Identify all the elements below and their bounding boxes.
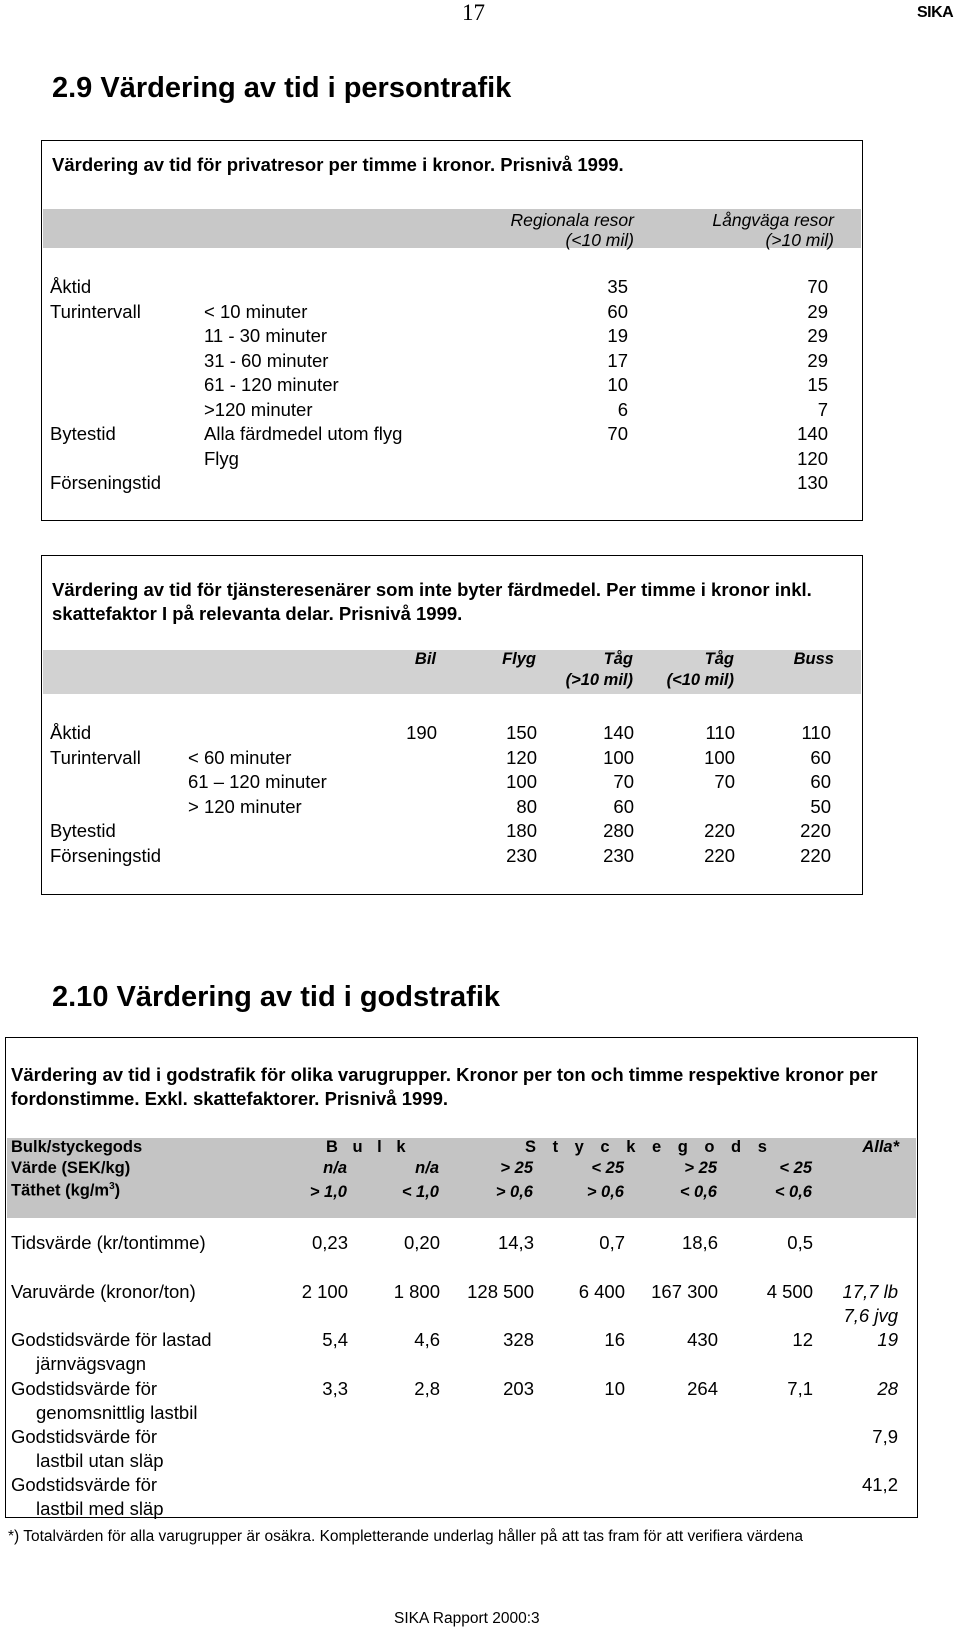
table-cell: 60 — [810, 746, 831, 768]
value-alla: 41,2 — [861, 1474, 898, 1495]
table-title: Värdering av tid för tjänsteresenärer som inte byter färdmedel. Per timme i kronor inkl. skattefaktor I på relevanta delar. Prisnivå 1999. — [52, 579, 812, 624]
row-label: Godstidsvärde för — [11, 1426, 158, 1447]
value-langvaga: 7 — [817, 398, 828, 420]
table-cell: 70 — [613, 771, 634, 792]
table-cell: 220 — [704, 844, 735, 866]
header-cell: n/a — [415, 1159, 439, 1177]
value-alla: 28 — [877, 1378, 898, 1399]
row-label: Tidsvärde (kr/tontimme) — [11, 1232, 206, 1253]
value-alla: 7,9 — [872, 1426, 898, 1447]
table-cell: 1 800 — [393, 1281, 440, 1302]
row-label: Turintervall — [50, 300, 141, 322]
value-regionala: 35 — [607, 276, 628, 297]
value-alla: 19 — [877, 1329, 898, 1350]
header-styckegods: S t y c k e g o d s — [525, 1138, 769, 1156]
row-sublabel: 61 – 120 minuter — [188, 771, 327, 792]
table-cell: 190 — [406, 722, 437, 743]
table-cell: 100 — [704, 746, 735, 768]
table-tjansteresor — [41, 555, 863, 895]
table-cell: 230 — [603, 844, 634, 866]
header-varde: Värde (SEK/kg) — [11, 1159, 131, 1177]
table-cell: 120 — [506, 746, 537, 768]
table-godstrafik — [5, 1037, 918, 1545]
table-header — [7, 1138, 916, 1218]
row-label-cont: lastbil utan släp — [36, 1450, 164, 1471]
col-subheader: (>10 mil) — [565, 671, 633, 689]
table-cell: 0,5 — [787, 1232, 813, 1253]
col-header-langvaga: Långväga resor — [712, 210, 834, 230]
row-sublabel: Alla färdmedel utom flyg — [204, 423, 403, 444]
row-sublabel: >120 minuter — [204, 398, 313, 420]
row-label: Godstidsvärde för — [11, 1378, 158, 1399]
section-heading-2-10: 2.10 Värdering av tid i godstrafik — [52, 981, 501, 1013]
table-privatresor — [41, 140, 863, 521]
header-cell: n/a — [323, 1159, 347, 1177]
header-bulk-styckegods: Bulk/styckegods — [11, 1138, 143, 1156]
header-tathet-sup: 3 — [109, 1181, 115, 1192]
header-cell: < 1,0 — [401, 1183, 439, 1201]
value-regionala: 60 — [607, 300, 628, 322]
table-cell: 328 — [503, 1329, 534, 1350]
col-header: Bil — [414, 650, 436, 668]
value-regionala: 10 — [607, 374, 628, 395]
header-cell: > 1,0 — [309, 1183, 347, 1201]
header-cell: < 25 — [779, 1159, 812, 1177]
row-label: Turintervall — [50, 746, 141, 768]
col-header: Buss — [793, 650, 834, 668]
value-regionala: 70 — [607, 423, 628, 444]
row-sublabel: < 10 minuter — [204, 300, 308, 322]
value-langvaga: 29 — [807, 349, 828, 371]
row-label-cont: järnvägsvagn — [36, 1353, 147, 1374]
table-cell: 12 — [792, 1329, 813, 1350]
table-cell: 100 — [506, 771, 537, 792]
table-cell: 100 — [603, 746, 634, 768]
table-cell: 3,3 — [322, 1378, 348, 1399]
table-cell: 203 — [503, 1378, 534, 1399]
table-cell: 2,8 — [414, 1378, 440, 1399]
table-cell: 7,1 — [787, 1378, 813, 1399]
value-langvaga: 120 — [797, 447, 828, 469]
row-sublabel: 11 - 30 minuter — [204, 325, 328, 346]
header-cell: > 0,6 — [495, 1183, 533, 1201]
col-header: Tåg — [704, 650, 734, 668]
col-header-langvaga-sub: (>10 mil) — [765, 230, 834, 250]
table-cell: 4 500 — [766, 1281, 813, 1302]
value-langvaga: 130 — [797, 472, 828, 493]
row-label: Bytestid — [50, 423, 116, 444]
table-cell: 60 — [613, 795, 634, 817]
table-cell: 430 — [687, 1329, 718, 1350]
table-cell: 220 — [800, 820, 831, 841]
row-sublabel: < 60 minuter — [188, 746, 292, 768]
table-cell: 80 — [516, 795, 537, 817]
table-cell: 220 — [704, 820, 735, 841]
table-title: Värdering av tid för privatresor per timme i kronor. Prisnivå 1999. — [52, 154, 624, 175]
section-heading-2-9: 2.9 Värdering av tid i persontrafik — [52, 72, 512, 104]
header-cell: > 25 — [500, 1159, 533, 1177]
row-sublabel: 31 - 60 minuter — [204, 349, 329, 371]
header-cell: < 0,6 — [774, 1183, 812, 1201]
table-cell: 60 — [810, 771, 831, 792]
row-label: Bytestid — [50, 820, 116, 841]
table-cell: 18,6 — [681, 1232, 718, 1253]
page-footer: SIKA Rapport 2000:3 — [394, 1610, 540, 1627]
value-alla: 17,7 lb — [842, 1281, 898, 1302]
brand-logo: SIKA — [917, 4, 954, 21]
row-label: Åktid — [50, 276, 92, 297]
table-cell: 14,3 — [497, 1232, 534, 1253]
header-cell: < 0,6 — [679, 1183, 717, 1201]
table-cell: 264 — [687, 1378, 718, 1399]
table-header — [43, 209, 861, 248]
value-langvaga: 29 — [807, 300, 828, 322]
value-regionala: 19 — [607, 325, 628, 346]
table-cell: 6 400 — [578, 1281, 625, 1302]
table-cell: 150 — [506, 722, 537, 743]
col-header-regionala: Regionala resor — [510, 210, 634, 230]
table-cell: 10 — [604, 1378, 625, 1399]
header-tathet — [11, 1181, 120, 1201]
row-label: Godstidsvärde för lastad — [11, 1329, 212, 1350]
row-label-cont: lastbil med släp — [36, 1498, 164, 1519]
table-cell: 0,23 — [311, 1232, 348, 1253]
value-langvaga: 15 — [807, 374, 828, 395]
table-cell: 0,20 — [403, 1232, 440, 1253]
row-label: Godstidsvärde för — [11, 1474, 158, 1495]
table-cell: 70 — [714, 771, 735, 792]
table-cell: 180 — [506, 820, 537, 841]
header-tathet-text: Täthet (kg/m — [11, 1181, 110, 1200]
table-cell: 230 — [506, 844, 537, 866]
table-cell: 220 — [800, 844, 831, 866]
footnote: *) Totalvärden för alla varugrupper är osäkra. Kompletterande underlag håller på att tas fram för att verifiera värdena — [8, 1528, 803, 1545]
row-sublabel: 61 - 120 minuter — [204, 374, 339, 395]
row-label: Förseningstid — [50, 844, 162, 866]
value-regionala: 6 — [617, 398, 628, 420]
table-cell: 2 100 — [301, 1281, 348, 1302]
table-cell: 50 — [810, 795, 831, 817]
value-langvaga: 70 — [807, 276, 828, 297]
table-cell: 110 — [705, 722, 735, 743]
header-alla: Alla* — [862, 1138, 899, 1156]
row-label: Varuvärde (kronor/ton) — [11, 1281, 196, 1302]
value-langvaga: 140 — [797, 423, 828, 444]
header-bulk: B u l k — [326, 1138, 408, 1156]
header-cell: < 25 — [591, 1159, 624, 1177]
table-cell: 5,4 — [322, 1329, 348, 1350]
row-sublabel: Flyg — [204, 447, 239, 469]
table-cell: 128 500 — [467, 1281, 534, 1302]
col-header-regionala-sub: (<10 mil) — [565, 230, 634, 250]
table-cell: 0,7 — [599, 1232, 625, 1253]
table-cell: 4,6 — [414, 1329, 440, 1350]
table-header — [43, 650, 861, 694]
table-cell: 110 — [801, 722, 831, 743]
table-cell: 280 — [603, 820, 634, 841]
header-tathet-end: ) — [114, 1181, 121, 1200]
row-label: Förseningstid — [50, 472, 162, 493]
value-regionala: 17 — [607, 349, 628, 371]
table-cell: 16 — [604, 1329, 625, 1350]
header-cell: > 25 — [684, 1159, 717, 1177]
col-subheader: (<10 mil) — [666, 671, 734, 689]
row-label: Åktid — [50, 722, 92, 743]
page-number: 17 — [462, 0, 485, 25]
header-cell: > 0,6 — [586, 1183, 624, 1201]
table-title: Värdering av tid i godstrafik för olika varugrupper. Kronor per ton och timme respektive kronor per fordonstimme. Exkl. skattefaktorer. Prisnivå 1999. — [11, 1064, 878, 1109]
value-langvaga: 29 — [807, 325, 828, 346]
value-alla-cont: 7,6 jvg — [843, 1305, 898, 1326]
table-cell: 140 — [603, 722, 634, 743]
col-header: Tåg — [603, 650, 633, 668]
row-sublabel: > 120 minuter — [188, 795, 302, 817]
col-header: Flyg — [502, 650, 536, 668]
row-label-cont: genomsnittlig lastbil — [36, 1402, 198, 1423]
table-cell: 167 300 — [651, 1281, 718, 1302]
